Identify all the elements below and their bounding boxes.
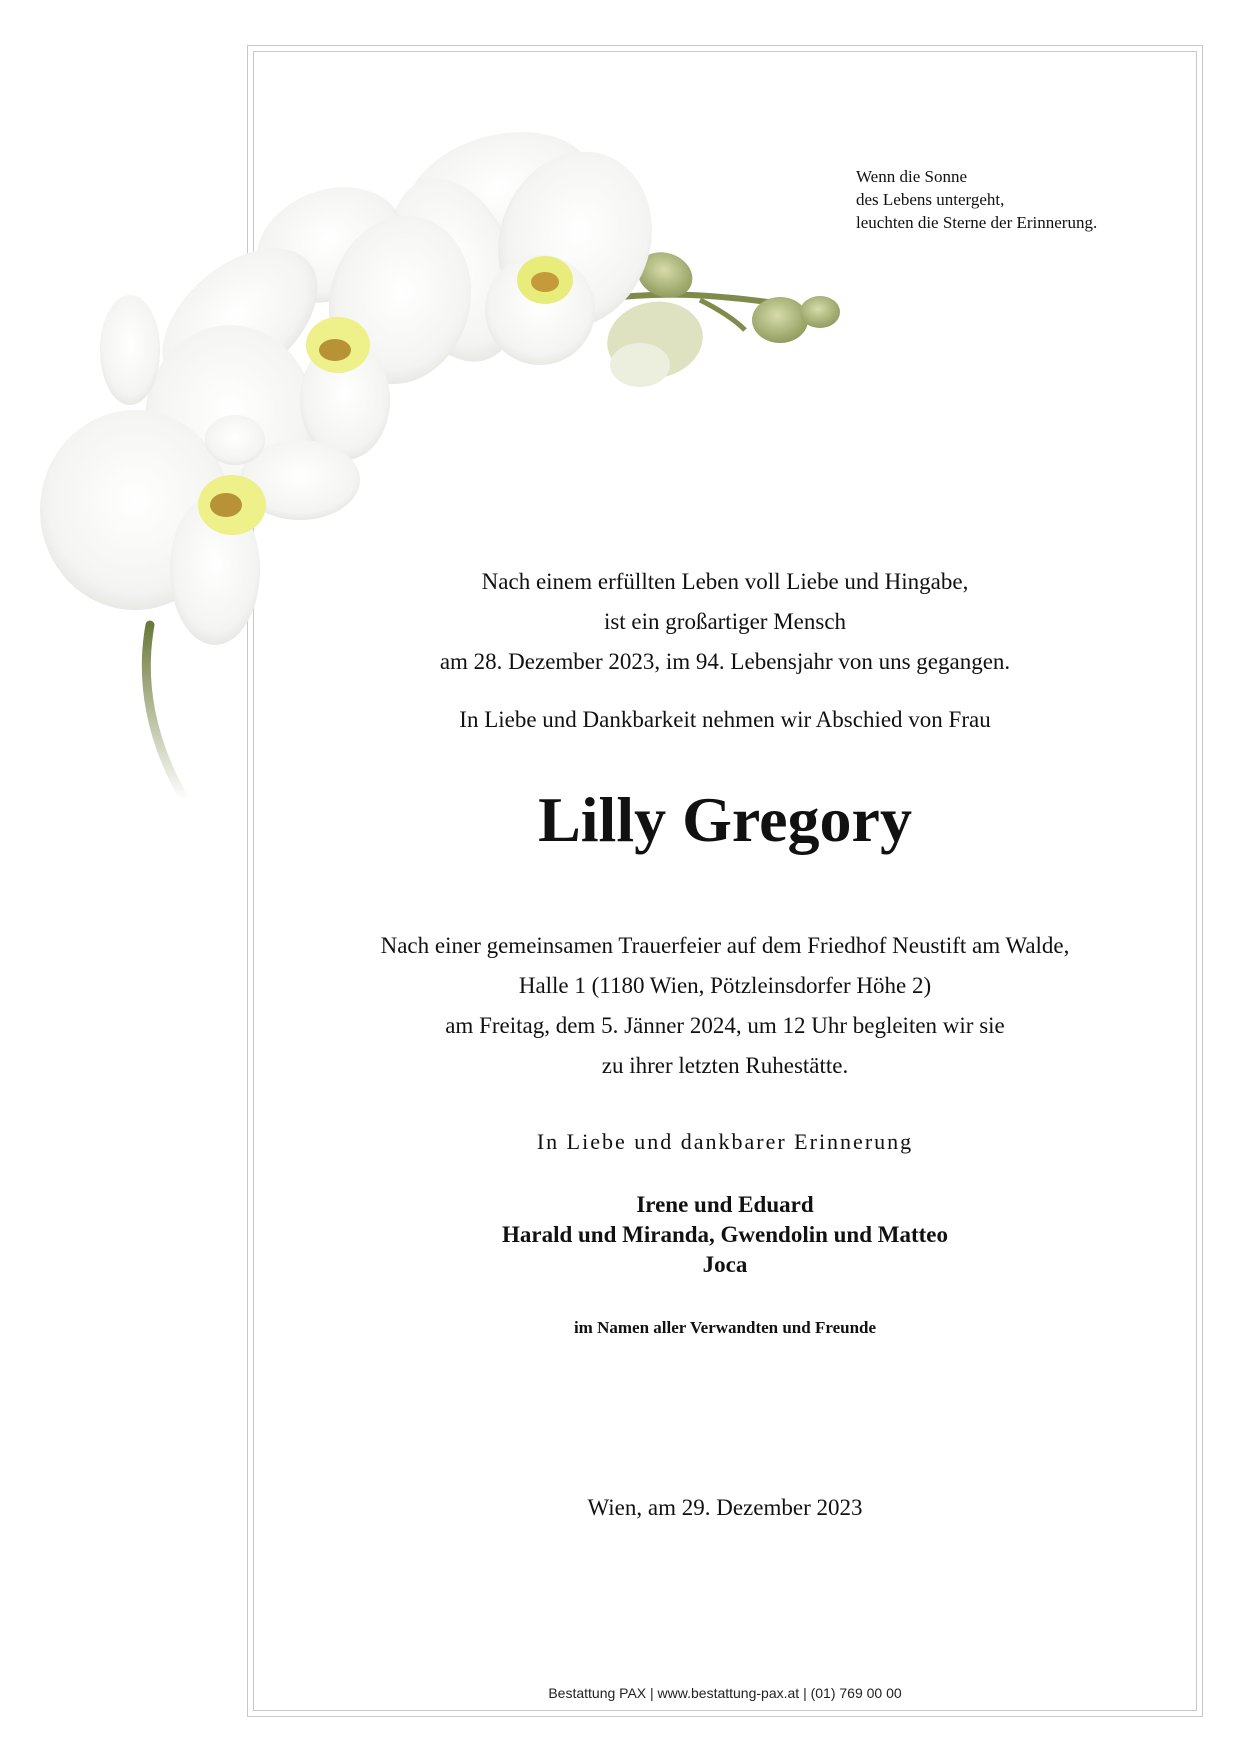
quote-line: Wenn die Sonne — [856, 167, 967, 186]
on-behalf-text: im Namen aller Verwandten und Freunde — [573, 1318, 877, 1337]
deceased-name: Lilly Gregory — [538, 784, 912, 855]
funeral-home-footer: Bestattung PAX | www.bestattung-pax.at | (01) 769 00 00 — [548, 1685, 902, 1701]
family-line: Irene und Eduard — [636, 1192, 814, 1217]
ceremony-line: zu ihrer letzten Ruhestätte. — [601, 1053, 849, 1078]
quote-line: leuchten die Sterne der Erinnerung. — [856, 213, 1098, 232]
obituary-intro — [253, 562, 1197, 682]
ceremony-details — [253, 926, 1197, 1086]
ceremony-line: am Freitag, dem 5. Jänner 2024, um 12 Uhr begleiten wir sie — [445, 1013, 1005, 1038]
intro-line: am 28. Dezember 2023, im 94. Lebensjahr von uns gegangen. — [439, 649, 1011, 674]
orchid-decoration-image — [0, 0, 860, 820]
place-and-date: Wien, am 29. Dezember 2023 — [587, 1495, 863, 1520]
memorial-quote — [856, 165, 1097, 234]
family-names — [253, 1190, 1197, 1280]
ceremony-line: Halle 1 (1180 Wien, Pötzleinsdorfer Höhe 2) — [518, 973, 932, 998]
intro-line: Nach einem erfüllten Leben voll Liebe und Hingabe, — [481, 569, 969, 594]
farewell-text: In Liebe und Dankbarkeit nehmen wir Abschied von Frau — [459, 707, 991, 732]
intro-line: ist ein großartiger Mensch — [603, 609, 847, 634]
quote-line: des Lebens untergeht, — [856, 190, 1005, 209]
ceremony-line: Nach einer gemeinsamen Trauerfeier auf dem Friedhof Neustift am Walde, — [380, 933, 1070, 958]
family-line: Harald und Miranda, Gwendolin und Matteo — [501, 1222, 949, 1247]
family-line: Joca — [702, 1252, 748, 1277]
remembrance-text: In Liebe und dankbarer Erinnerung — [536, 1129, 914, 1154]
